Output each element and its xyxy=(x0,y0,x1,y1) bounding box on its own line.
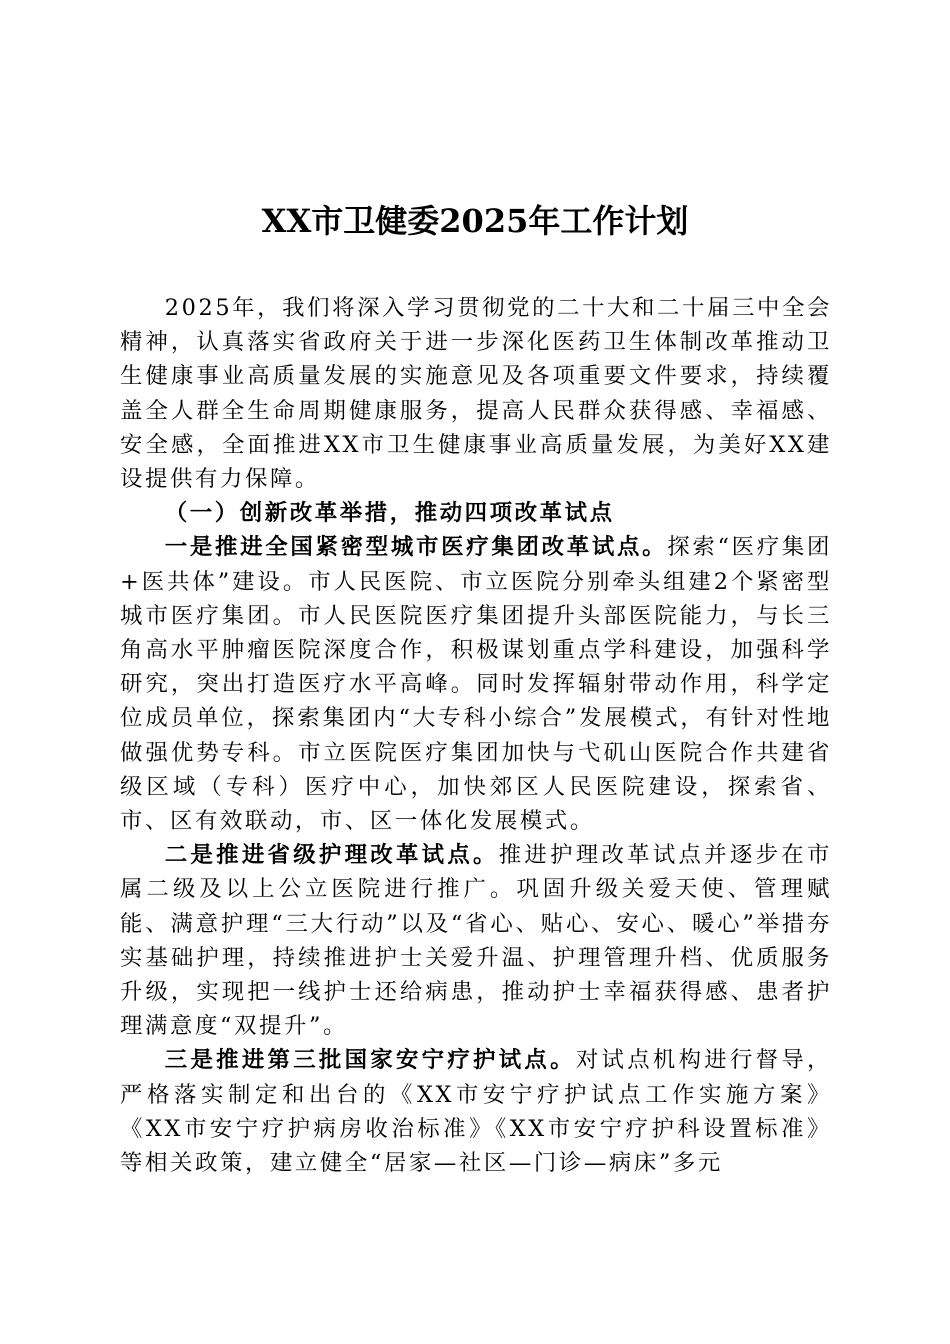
item-1-lead: 一是推进全国紧密型城市医疗集团改革试点。 xyxy=(164,534,668,561)
item-2-text: 推进护理改革试点并逐步在市属二级及以上公立医院进行推广。巩固升级关爱天使、管理赋能、满意护理“三大行动”以及“省心、贴心、安心、暖心”举措夯实基础护理，持续推进护士关爱升温、护理管理升档、优质服务升级，实现把一线护士还给病患，推动护士幸福获得感、患者护理满意度“双提升”。 xyxy=(120,842,832,1040)
paragraph-item-3 xyxy=(120,1043,832,1180)
intro-paragraph: 2025年，我们将深入学习贯彻党的二十大和二十届三中全会精神，认真落实省政府关于进一步深化医药卫生体制改革推动卫生健康事业高质量发展的实施意见及各项重要文件要求，持续覆盖全人群全生命周期健康服务，提高人民群众获得感、幸福感、安全感，全面推进XX市卫生健康事业高质量发展，为美好XX建设提供有力保障。 xyxy=(120,295,832,493)
item-3-text: 对试点机构进行督导，严格落实制定和出台的《XX市安宁疗护试点工作实施方案》《XX市安宁疗护病房收治标准》《XX市安宁疗护科设置标准》等相关政策，建立健全“居家—社区—门诊—病床”多元 xyxy=(120,1047,832,1177)
paragraph-item-2 xyxy=(120,838,832,1043)
item-2-lead: 二是推进省级护理改革试点。 xyxy=(164,842,499,869)
document-body xyxy=(120,291,832,1180)
item-1-text: 探索“医疗集团+医共体”建设。市人民医院、市立医院分别牵头组建2个紧密型城市医疗集团。市人民医院医疗集团提升头部医院能力，与长三角高水平肿瘤医院深度合作，积极谋划重点学科建设，加强科学研究，突出打造医疗水平高峰。同时发挥辐射带动作用，科学定位成员单位，探索集团内“大专科小综合”发展模式，有针对性地做强优势专科。市立医院医疗集团加快与弋矶山医院合作共建省级区域（专科）医疗中心，加快郊区人民医院建设，探索省、市、区有效联动，市、区一体化发展模式。 xyxy=(120,534,832,835)
document-title: XX市卫健委2025年工作计划 xyxy=(261,202,689,240)
paragraph-item-1 xyxy=(120,530,832,838)
item-3-lead: 三是推进第三批国家安宁疗护试点。 xyxy=(164,1047,576,1074)
section-heading: （一）创新改革举措，推动四项改革试点 xyxy=(164,500,615,527)
